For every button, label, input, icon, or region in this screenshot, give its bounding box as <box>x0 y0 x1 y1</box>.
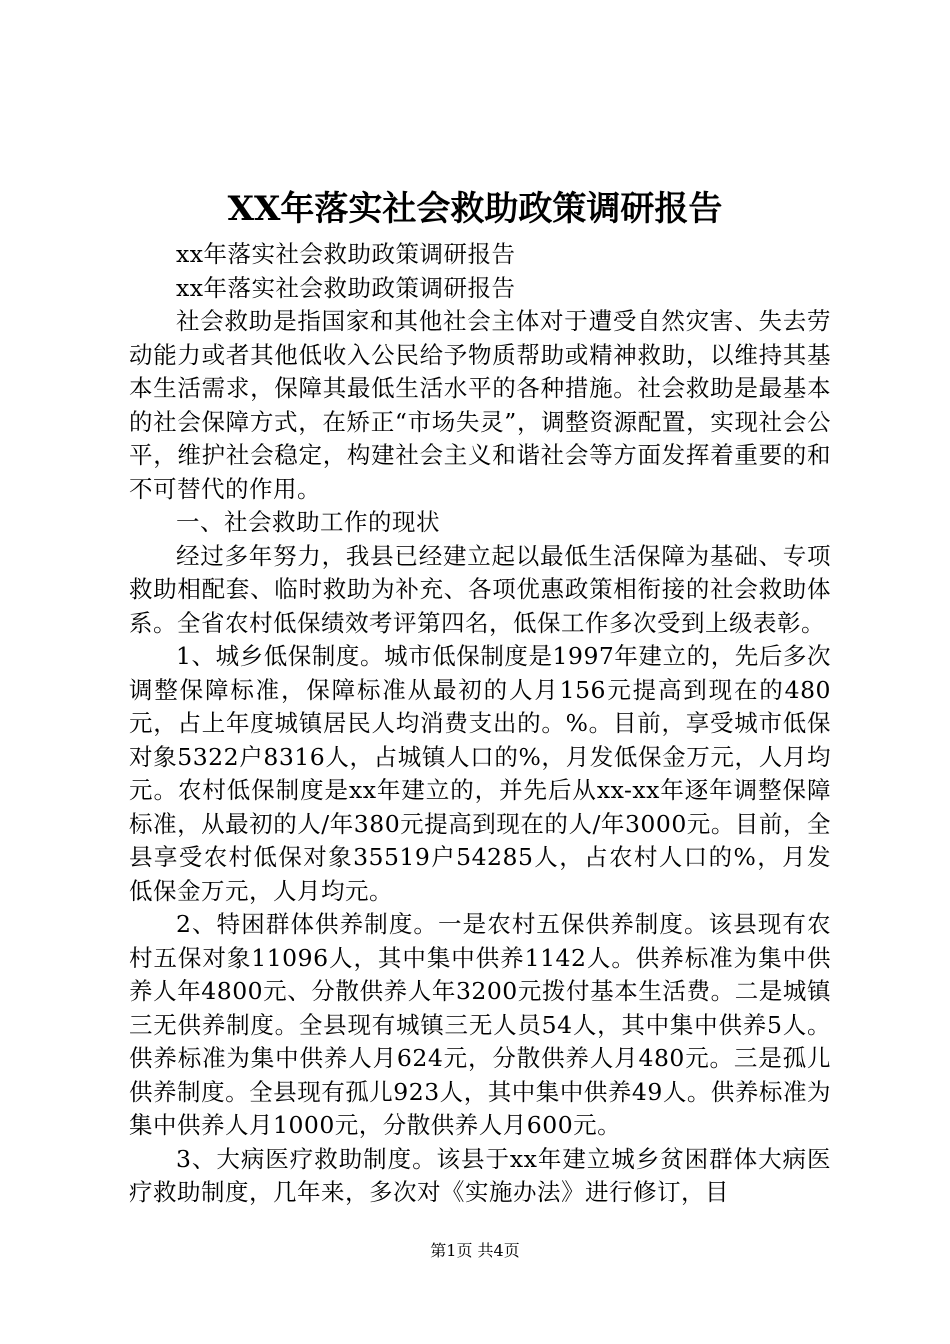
body-paragraph: 2、特困群体供养制度。一是农村五保供养制度。该县现有农村五保对象11096人，其中集中供养1142人。供养标准为集中供养人年4800元、分散供养人年3200元拨付基本生活费。二是城镇三无供养制度。全县现有城镇三无人员54人，其中集中供养5人。供养标准为集中供养人月624元，分散供养人月480元。三是孤儿供养制度。全县现有孤儿923人，其中集中供养49人。供养标准为集中供养人月1000元，分散供养人月600元。 <box>129 910 831 1139</box>
document-body <box>129 238 831 1210</box>
body-paragraph: 社会救助是指国家和其他社会主体对于遭受自然灾害、失去劳动能力或者其他低收入公民给予物质帮助或精神救助，以维持其基本生活需求，保障其最低生活水平的各种措施。社会救助是最基本的社会保障方式，在矫正“市场失灵”，调整资源配置，实现社会公平，维护社会稳定，构建社会主义和谐社会等方面发挥着重要的和不可替代的作用。 <box>129 307 831 503</box>
body-paragraph: 3、大病医疗救助制度。该县于xx年建立城乡贫困群体大病医疗救助制度，几年来，多次对《实施办法》进行修订，目 <box>129 1144 831 1206</box>
document-title: XX年落实社会救助政策调研报告 <box>227 189 723 229</box>
section-heading: 一、社会救助工作的现状 <box>176 508 440 536</box>
page-number: 第1页 共4页 <box>430 1241 520 1260</box>
body-paragraph: 1、城乡低保制度。城市低保制度是1997年建立的，先后多次调整保障标准，保障标准从最初的人月156元提高到现在的480元，占上年度城镇居民人均消费支出的。%。目前，享受城市低保对象5322户8316人，占城镇人口的%，月发低保金万元，人月均元。农村低保制度是xx年建立的，并先后从xx-xx年逐年调整保障标准，从最初的人/年380元提高到现在的人/年3000元。目前，全县享受农村低保对象35519户54285人，占农村人口的%，月发低保金万元，人月均元。 <box>129 642 831 905</box>
subtitle-line: xx年落实社会救助政策调研报告 <box>176 273 516 302</box>
subtitle-line: xx年落实社会救助政策调研报告 <box>176 240 516 268</box>
body-paragraph: 经过多年努力，我县已经建立起以最低生活保障为基础、专项救助相配套、临时救助为补充、各项优惠政策相衔接的社会救助体系。全省农村低保绩效考评第四名，低保工作多次受到上级表彰。 <box>129 541 831 637</box>
